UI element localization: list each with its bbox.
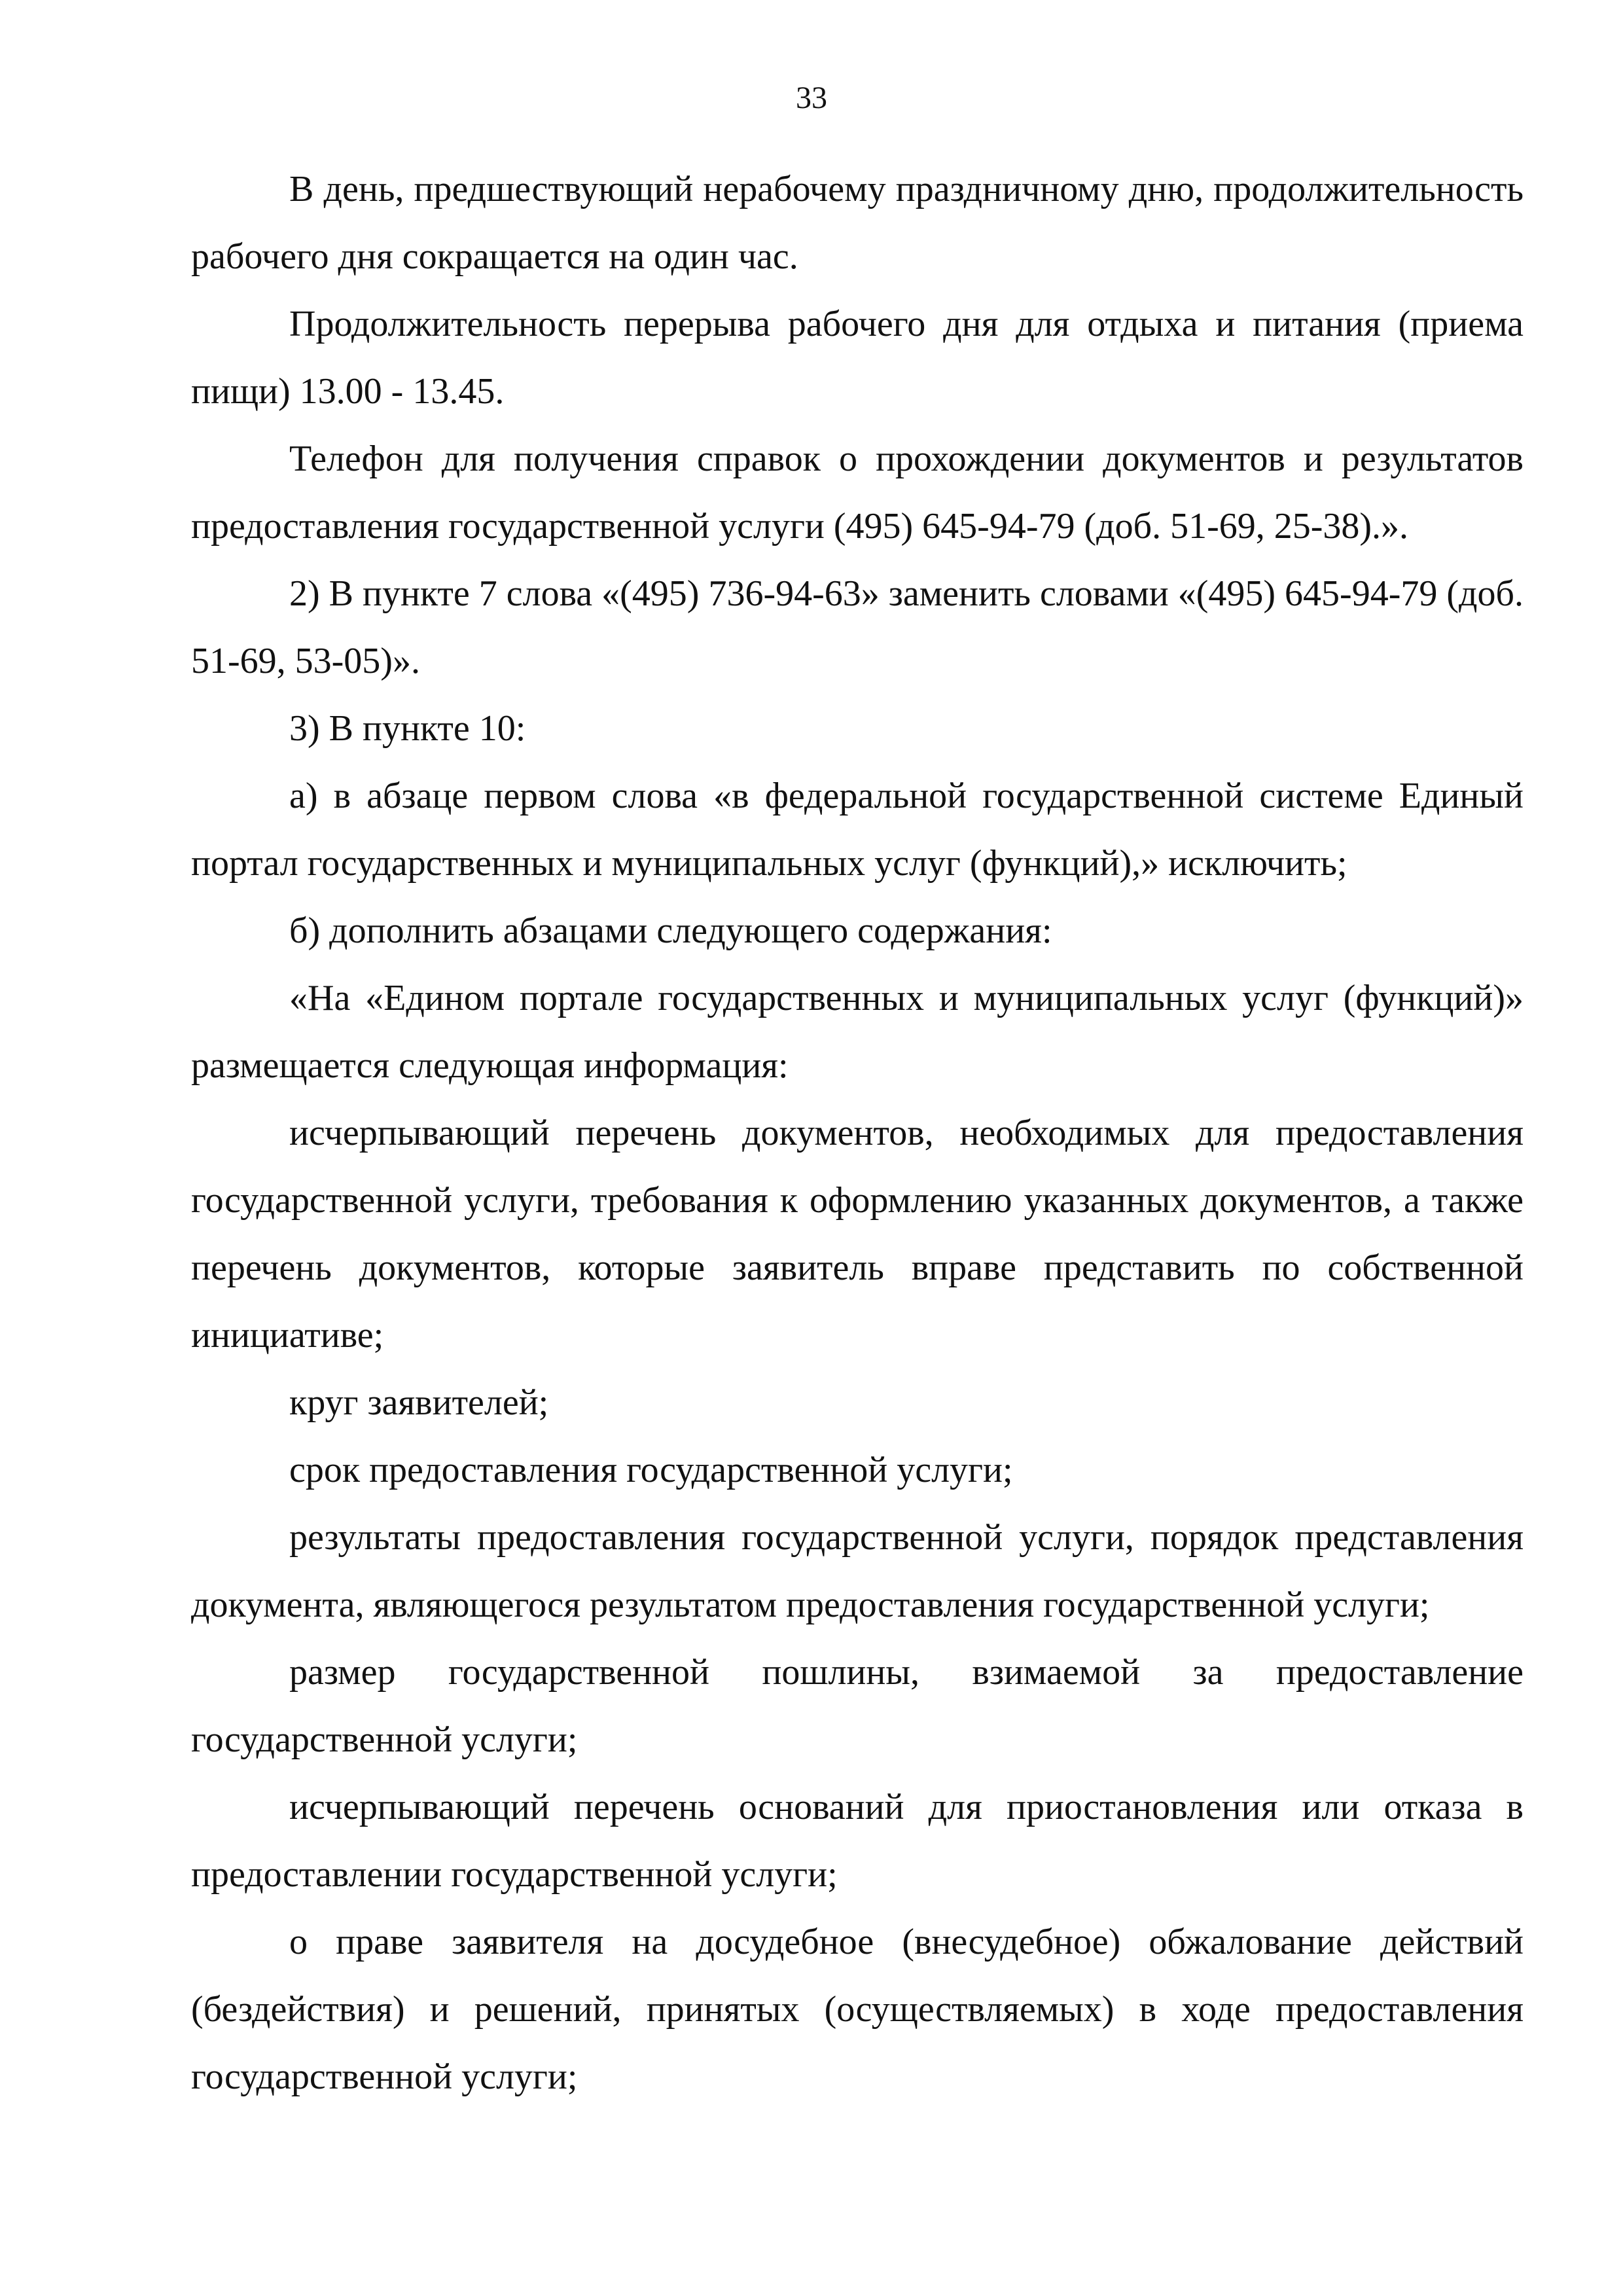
paragraph-appeal-rights: о праве заявителя на досудебное (внесудебное) обжалование действий (бездействия) и решений, принятых (осуществляемых) в ходе предоставления государственной услуги; [191,1922,1524,2097]
paragraph-item-2: 2) В пункте 7 слова «(495) 736-94-63» заменить словами «(495) 645-94-79 (доб. 51-69, 53-05)». [191,573,1524,681]
paragraph-item-3: 3) В пункте 10: [289,708,526,749]
document-body [191,156,1524,2111]
paragraph-phone-info: Телефон для получения справок о прохождении документов и результатов предоставления государственной услуги (495) 645-94-79 (доб. 51-69, 25-38).». [191,439,1524,547]
page-number: 33 [796,81,827,115]
paragraph-portal-info-intro: «На «Едином портале государственных и муниципальных услуг (функций)» размещается следующая информация: [191,978,1524,1086]
paragraph-refusal-grounds: исчерпывающий перечень оснований для приостановления или отказа в предоставлении государственной услуги; [191,1787,1524,1895]
paragraph-service-term: срок предоставления государственной услуги; [289,1450,1013,1490]
paragraph-service-results: результаты предоставления государственной услуги, порядок представления документа, являющегося результатом предоставления государственной услуги; [191,1517,1524,1625]
paragraph-state-fee: размер государственной пошлины, взимаемой за предоставление государственной услуги; [191,1652,1524,1760]
paragraph-holiday-shortened-day: В день, предшествующий нерабочему праздничному дню, продолжительность рабочего дня сокращается на один час. [191,169,1524,277]
paragraph-item-3b: б) дополнить абзацами следующего содержания: [289,910,1052,951]
paragraph-applicants: круг заявителей; [289,1382,549,1423]
paragraph-lunch-break: Продолжительность перерыва рабочего дня для отдыха и питания (приема пищи) 13.00 - 13.45. [191,304,1524,412]
paragraph-documents-list: исчерпывающий перечень документов, необходимых для предоставления государственной услуги, требования к оформлению указанных документов, а также перечень документов, которые заявитель вправе представить по собственной инициативе; [191,1113,1524,1355]
paragraph-item-3a: а) в абзаце первом слова «в федеральной государственной системе Единый портал государственных и муниципальных услуг (функций),» исключить; [191,776,1524,884]
